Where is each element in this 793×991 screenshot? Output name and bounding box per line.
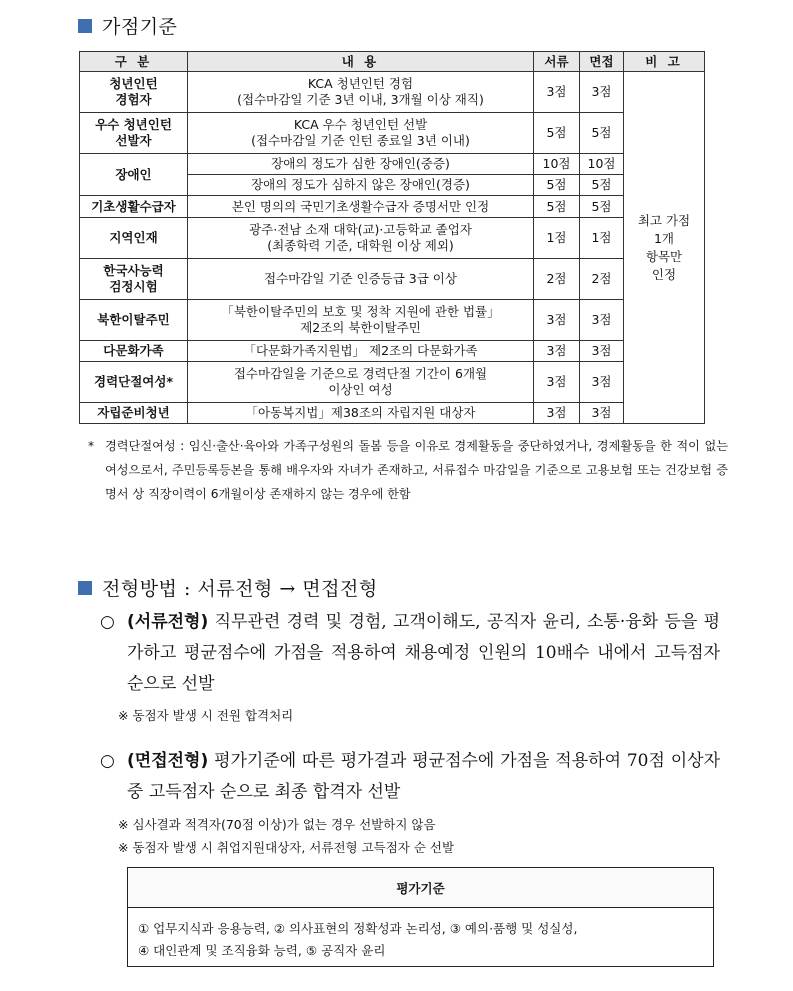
row-category: 북한이탈주민 (80, 300, 188, 341)
row-content: KCA 청년인턴 경험 (접수마감일 기준 3년 이내, 3개월 이상 재직) (188, 72, 534, 113)
doc-screening-item (100, 607, 720, 700)
row-doc-points: 1점 (534, 218, 580, 259)
row-interview-points: 1점 (580, 218, 624, 259)
row-doc-points: 3점 (534, 72, 580, 113)
row-interview-points: 3점 (580, 300, 624, 341)
table-row (80, 341, 705, 362)
evaluation-criteria-box (127, 867, 714, 967)
row-content: 「아동복지법」제38조의 자립지원 대상자 (188, 403, 534, 424)
row-doc-points: 3점 (534, 362, 580, 403)
row-category: 경력단절여성* (80, 362, 188, 403)
row-interview-points: 5점 (580, 196, 624, 218)
row-category: 한국사능력 검정시험 (80, 259, 188, 300)
interview-remark: ※ 동점자 발생 시 취업지원대상자, 서류전형 고득점자 순 선발 (118, 840, 455, 855)
row-category: 기초생활수급자 (80, 196, 188, 218)
row-content: 장애의 정도가 심한 장애인(중증) (188, 154, 534, 175)
table-row (80, 362, 705, 403)
row-content: KCA 우수 청년인턴 선발 (접수마감일 기준 인턴 종료일 3년 이내) (188, 113, 534, 154)
criteria-title: 평가기준 (128, 868, 713, 908)
row-category: 자립준비청년 (80, 403, 188, 424)
row-interview-points: 5점 (580, 113, 624, 154)
section-title: 가점기준 (102, 16, 178, 38)
row-doc-points: 3점 (534, 341, 580, 362)
table-row (80, 72, 705, 113)
table-row (80, 259, 705, 300)
interview-item (100, 746, 720, 808)
circle-bullet-icon: ○ (100, 751, 115, 771)
row-content: 광주·전남 소재 대학(교)·고등학교 졸업자 (최종학력 기준, 대학원 이상 제외) (188, 218, 534, 259)
row-interview-points: 3점 (580, 341, 624, 362)
interview-remark: ※ 심사결과 적격자(70점 이상)가 없는 경우 선발하지 않음 (118, 817, 436, 832)
table-row (80, 403, 705, 424)
row-doc-points: 5점 (534, 175, 580, 196)
row-doc-points: 3점 (534, 403, 580, 424)
row-content: 본인 명의의 국민기초생활수급자 증명서만 인정 (188, 196, 534, 218)
row-interview-points: 3점 (580, 362, 624, 403)
table-header-row (80, 52, 705, 72)
header-document: 서류 (534, 52, 580, 72)
row-category: 지역인재 (80, 218, 188, 259)
row-interview-points: 3점 (580, 403, 624, 424)
row-content: 접수마감일을 기준으로 경력단절 기간이 6개월 이상인 여성 (188, 362, 534, 403)
table-row (80, 196, 705, 218)
row-doc-points: 2점 (534, 259, 580, 300)
row-category: 우수 청년인턴 선발자 (80, 113, 188, 154)
square-bullet-icon (78, 581, 92, 595)
interview-label: (면접전형) (127, 751, 209, 771)
criteria-body (128, 908, 713, 962)
row-doc-points: 5점 (534, 113, 580, 154)
row-content: 접수마감일 기준 인증등급 3급 이상 (188, 259, 534, 300)
row-doc-points: 3점 (534, 300, 580, 341)
criteria-line: ① 업무지식과 응용능력, ② 의사표현의 정확성과 논리성, ③ 예의·품행 및 성실성, (138, 921, 578, 936)
note-cell: 최고 가점 1개 항목만 인정 (624, 72, 705, 424)
footnote (88, 434, 728, 506)
row-category: 다문화가족 (80, 341, 188, 362)
section-heading-method (78, 574, 378, 601)
row-content: 장애의 정도가 심하지 않은 장애인(경증) (188, 175, 534, 196)
row-interview-points: 5점 (580, 175, 624, 196)
square-bullet-icon (78, 19, 92, 33)
row-interview-points: 2점 (580, 259, 624, 300)
criteria-line: ④ 대인관계 및 조직융화 능력, ⑤ 공직자 윤리 (138, 943, 386, 958)
row-category: 청년인턴 경험자 (80, 72, 188, 113)
section-title: 전형방법 : 서류전형 → 면접전형 (102, 578, 378, 600)
table-row (80, 218, 705, 259)
interview-text: 평가기준에 따른 평가결과 평균점수에 가점을 적용하여 70점 이상자 중 고득점자 순으로 최종 합격자 선발 (127, 751, 720, 802)
header-category: 구 분 (80, 52, 188, 72)
row-content: 「다문화가족지원법」 제2조의 다문화가족 (188, 341, 534, 362)
table-row (80, 113, 705, 154)
row-interview-points: 3점 (580, 72, 624, 113)
doc-screening-remark: ※ 동점자 발생 시 전원 합격처리 (118, 708, 294, 723)
table-row (80, 300, 705, 341)
doc-screening-text: 직무관련 경력 및 경험, 고객이해도, 공직자 윤리, 소통·융화 등을 평가하고 평균점수에 가점을 적용하여 채용예정 인원의 10배수 내에서 고득점자 순으로 선발 (127, 612, 720, 694)
bonus-points-table (79, 51, 705, 424)
row-doc-points: 10점 (534, 154, 580, 175)
header-content: 내 용 (188, 52, 534, 72)
row-category: 장애인 (80, 154, 188, 196)
footnote-text: 경력단절여성 : 임신·출산·육아와 가족구성원의 돌봄 등을 이유로 경제활동을 중단하였거나, 경제활동을 한 적이 없는 여성으로서, 주민등록등본을 통해 배우자와 자녀가 존재하고, 서류접수 마감일을 기준으로 고용보험 또는 건강보험 증명서 상 직장이력이 6개월이상 존재하지 않는 경우에 한함 (105, 439, 728, 501)
row-content: 「북한이탈주민의 보호 및 정착 지원에 관한 법률」 제2조의 북한이탈주민 (188, 300, 534, 341)
row-doc-points: 5점 (534, 196, 580, 218)
row-interview-points: 10점 (580, 154, 624, 175)
circle-bullet-icon: ○ (100, 612, 115, 632)
doc-screening-label: (서류전형) (127, 612, 209, 632)
footnote-mark: * (88, 439, 95, 453)
table-row (80, 154, 705, 175)
header-note: 비 고 (624, 52, 705, 72)
section-heading-bonus (78, 12, 177, 39)
header-interview: 면접 (580, 52, 624, 72)
